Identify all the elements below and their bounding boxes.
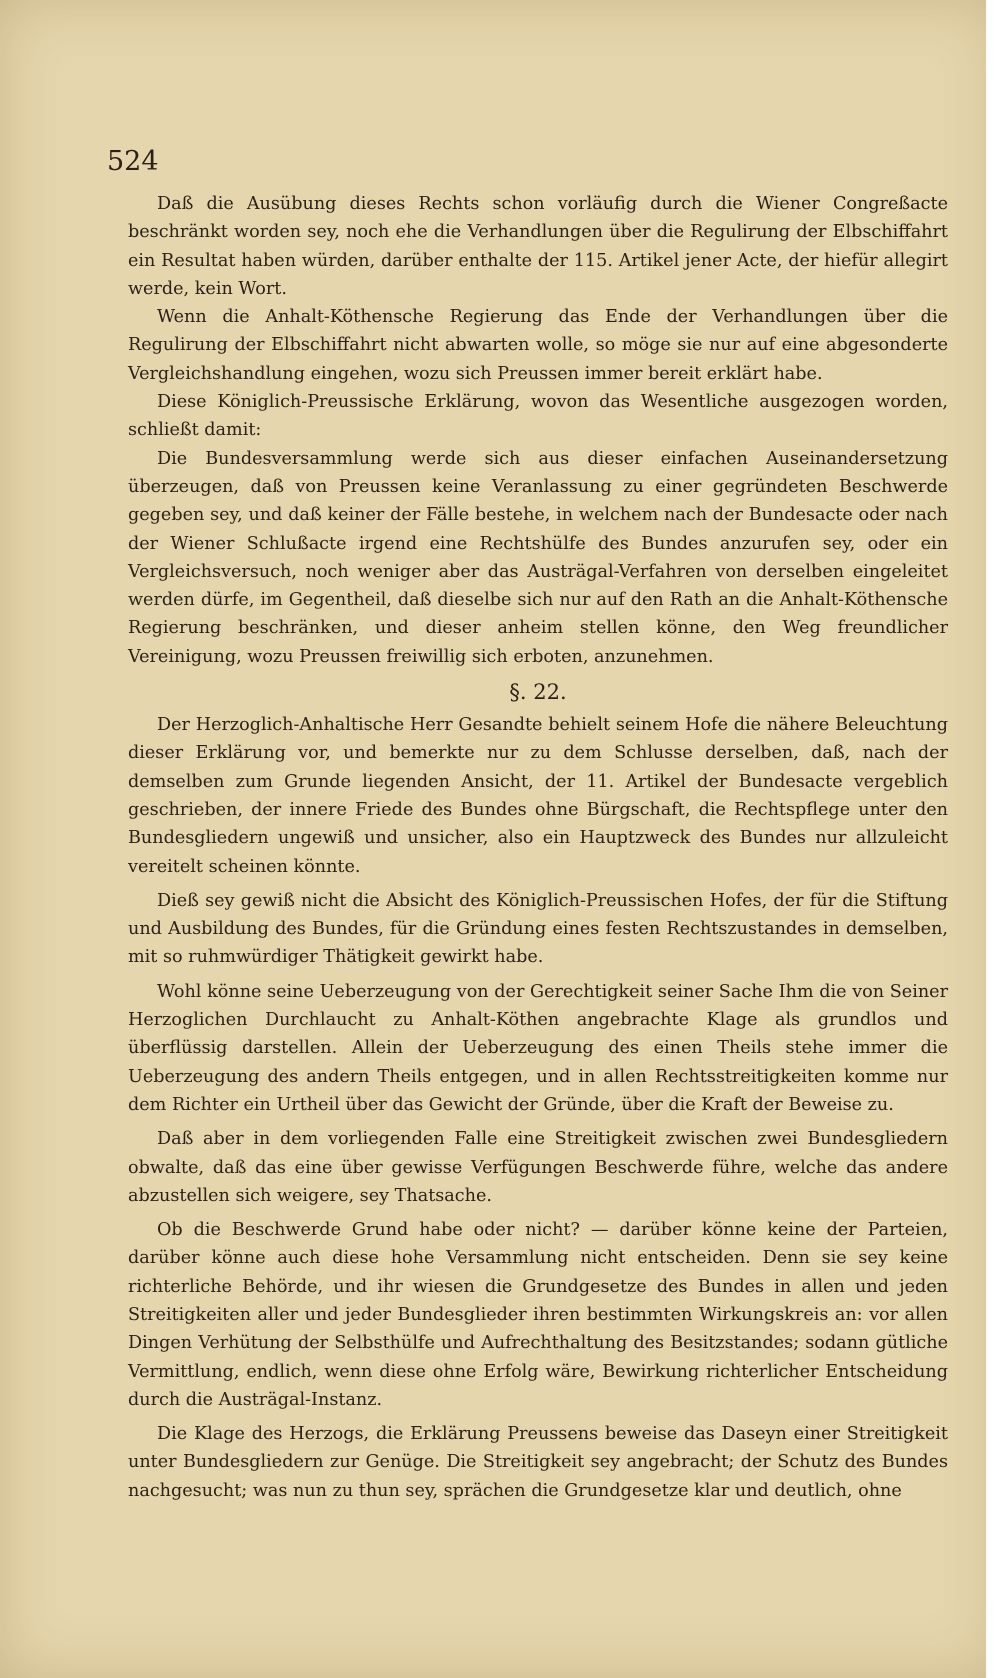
paragraph: Dieß sey gewiß nicht die Absicht des Königlich-Preussischen Hofes, der für die Stiftung und Ausbildung des Bundes, für die Gründung eines festen Rechtszustandes in demselben, mit so ruhmwürdiger Thätigkeit gewirkt habe. — [128, 890, 948, 968]
paragraph: Die Klage des Herzogs, die Erklärung Preussens beweise das Daseyn einer Streitigkeit unter Bundesgliedern zur Genüge. Die Streitigkeit sey angebracht; der Schutz des Bundes nachgesucht; was nun zu thun sey, sprächen die Grundgesetze klar und deutlich, ohne — [128, 1424, 948, 1501]
paragraph: Wenn die Anhalt-Köthensche Regierung das Ende der Verhandlungen über die Regulirung der Elbschiffahrt nicht abwarten wolle, so möge sie nur auf eine abgesonderte Vergleichshandlung eingehen, wozu sich Preussen immer bereit erklärt habe. — [128, 307, 948, 384]
paragraph: Wohl könne seine Ueberzeugung von der Gerechtigkeit seiner Sache Ihm die von Seiner Herzoglichen Durchlaucht zu Anhalt-Köthen angebrachte Klage als grundlos und überflüssig darstellen. Allein der Ueberzeugung des einen Theils stehe immer die Ueberzeugung des andern Theils entgegen, und in allen Rechtsstreitigkeiten komme nur dem Richter ein Urtheil über das Gewicht der Gründe, über die Kraft der Beweise zu. — [128, 981, 948, 1115]
paragraph: Die Bundesversammlung werde sich aus dieser einfachen Auseinandersetzung überzeugen, daß von Preussen keine Veranlassung zu einer gegründeten Beschwerde gegeben sey, und daß keiner der Fälle bestehe, in welchem nach der Bundesacte oder nach der Wiener Schlußacte irgend eine Rechtshülfe des Bundes anzurufen sey, oder ein Vergleichsversuch, noch weniger aber das Austrägal-Verfahren von derselben eingeleitet werden dürfe, im Gegentheil, daß dieselbe sich nur auf den Rath an die Anhalt-Köthensche Regierung beschränken, und dieser anheim stellen könne, den Weg freundlicher Vereinigung, wozu Preussen freiwillig sich erboten, anzunehmen. — [128, 448, 948, 667]
paragraph: Daß die Ausübung dieses Rechts schon vorläufig durch die Wiener Congreßacte beschränkt worden sey, noch ehe die Verhandlungen über die Regulirung der Elbschiffahrt ein Resultat haben würden, darüber enthalte der 115. Artikel jener Acte, der hiefür allegirt werde, kein Wort. — [128, 194, 948, 299]
paragraph: Ob die Beschwerde Grund habe oder nicht? — darüber könne keine der Parteien, darüber könne auch diese hohe Versammlung nicht entscheiden. Denn sie sey keine richterliche Behörde, und ihr wiesen die Grundgesetze des Bundes in allen und jeden Streitigkeiten aller und jeder Bundesglieder ihren bestimmten Wirkungskreis an: vor allen Dingen Verhütung der Selbsthülfe und Aufrechthaltung des Besitzstandes; sodann gütliche Vermittlung, endlich, wenn diese ohne Erfolg wäre, Bewirkung richterlicher Entscheidung durch die Austrägal-Instanz. — [128, 1220, 948, 1410]
body-text — [128, 190, 948, 1505]
page-edge — [986, 0, 1000, 1678]
paragraph: Der Herzoglich-Anhaltische Herr Gesandte behielt seinem Hofe die nähere Beleuchtung dieser Erklärung vor, und bemerkte nur zu dem Schlusse derselben, daß, nach der demselben zum Grunde liegenden Ansicht, der 11. Artikel der Bundesacte vergeblich geschrieben, der innere Friede des Bundes ohne Bürgschaft, die Rechtspflege unter den Bundesgliedern ungewiß und unsicher, also ein Hauptzweck des Bundes nur allzuleicht vereitelt scheinen könnte. — [128, 715, 948, 877]
section-heading: §. 22. — [509, 680, 567, 705]
paragraph: Daß aber in dem vorliegenden Falle eine Streitigkeit zwischen zwei Bundesgliedern obwalte, daß das eine über gewisse Verfügungen Beschwerde führe, welche das andere abzustellen sich weigere, sey Thatsache. — [128, 1129, 948, 1206]
page-number: 524 — [107, 146, 159, 177]
paragraph: Diese Königlich-Preussische Erklärung, wovon das Wesentliche ausgezogen worden, schließt damit: — [128, 392, 948, 441]
